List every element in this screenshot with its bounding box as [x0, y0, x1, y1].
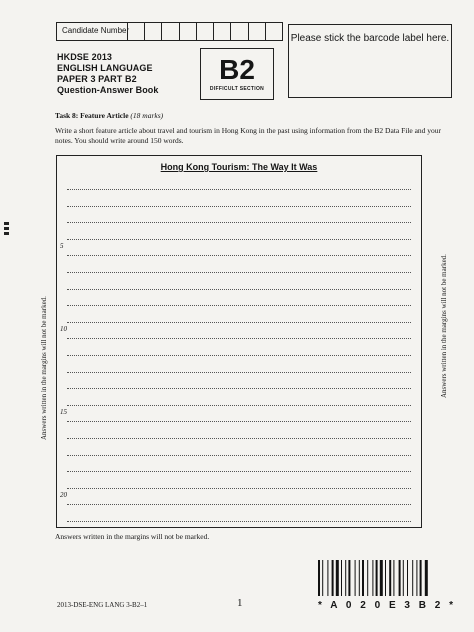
writing-line[interactable]: [67, 338, 411, 339]
task-instruction: Write a short feature article about travel and tourism in Hong Kong in the past using information from the B2 Data File and your notes. You should write around 150 words.: [55, 126, 442, 145]
writing-line[interactable]: [67, 322, 411, 323]
section-code: B2: [219, 54, 255, 85]
writing-line[interactable]: [67, 206, 411, 207]
task-title: Task 8: Feature Article: [55, 111, 129, 120]
barcode-bar: [322, 560, 323, 596]
subject-title: ENGLISH LANGUAGE: [57, 63, 153, 73]
page-number: 1: [237, 597, 243, 609]
paper-code: 2013-DSE-ENG LANG 3-B2–1: [57, 601, 148, 609]
exam-year: HKDSE 2013: [57, 52, 113, 62]
barcode-label-box: [288, 24, 452, 98]
barcode-bar: [355, 560, 356, 596]
answer-box[interactable]: [56, 155, 422, 528]
barcode-bar: [359, 560, 360, 596]
registration-mark: [4, 232, 9, 235]
writing-line[interactable]: [67, 272, 411, 273]
barcode-bar: [348, 560, 350, 596]
answer-title: Hong Kong Tourism: The Way It Was: [160, 162, 318, 172]
line-number-15: 15: [60, 408, 67, 416]
barcode-bar: [425, 560, 428, 596]
writing-line[interactable]: [67, 239, 411, 240]
writing-line[interactable]: [67, 222, 411, 223]
right-margin-notice: Answers written in the margins will not be marked.: [440, 254, 448, 398]
barcode-bar: [318, 560, 320, 596]
writing-line[interactable]: [67, 455, 411, 456]
line-number-20: 20: [60, 491, 67, 499]
writing-line[interactable]: [67, 421, 411, 422]
barcode-bar: [367, 560, 368, 596]
writing-line[interactable]: [67, 521, 411, 522]
writing-line[interactable]: [67, 189, 411, 190]
barcode-instruction: Please stick the barcode label here.: [290, 33, 450, 44]
barcode-bar: [412, 560, 413, 596]
writing-line[interactable]: [67, 471, 411, 472]
writing-line[interactable]: [67, 289, 411, 290]
barcode-bar: [345, 560, 346, 596]
line-number-10: 10: [60, 325, 67, 333]
left-margin-notice: Answers written in the margins will not be marked.: [40, 296, 48, 440]
writing-line[interactable]: [67, 255, 411, 256]
task-marks: (18 marks): [130, 111, 164, 120]
writing-line[interactable]: [67, 488, 411, 489]
barcode-bar: [420, 560, 422, 596]
writing-line[interactable]: [67, 355, 411, 356]
candidate-number-cells[interactable]: [127, 23, 282, 40]
book-title: Question-Answer Book: [57, 85, 159, 95]
barcode-bar: [327, 560, 328, 596]
registration-mark: [4, 222, 9, 225]
barcode-text: * A 0 2 0 E 3 B 2 *: [318, 600, 456, 611]
barcode-graphic: [318, 560, 454, 598]
section-box: [200, 48, 274, 100]
barcode-bar: [389, 560, 391, 596]
writing-line[interactable]: [67, 405, 411, 406]
barcode-bar: [385, 560, 386, 596]
barcode-bar: [341, 560, 342, 596]
barcode-bar: [336, 560, 339, 596]
line-number-5: 5: [60, 242, 64, 250]
barcode-bar: [380, 560, 383, 596]
barcode-bar: [362, 560, 364, 596]
writing-line[interactable]: [67, 372, 411, 373]
barcode-bar: [393, 560, 394, 596]
registration-mark: [4, 227, 9, 230]
writing-line[interactable]: [67, 388, 411, 389]
barcode-bar: [407, 560, 408, 596]
writing-line[interactable]: [67, 438, 411, 439]
section-label: DIFFICULT SECTION: [209, 86, 265, 92]
task-heading: [55, 111, 163, 120]
candidate-number-box[interactable]: [56, 22, 283, 41]
paper-title: PAPER 3 PART B2: [57, 74, 137, 84]
barcode-bar: [399, 560, 401, 596]
barcode-bar: [416, 560, 417, 596]
candidate-number-label: Candidate Number: [62, 26, 130, 35]
bottom-margin-notice: Answers written in the margins will not be marked.: [55, 532, 210, 541]
barcode-bar: [376, 560, 378, 596]
writing-line[interactable]: [67, 305, 411, 306]
writing-line[interactable]: [67, 504, 411, 505]
barcode-bar: [332, 560, 334, 596]
barcode-bar: [372, 560, 373, 596]
barcode-bar: [403, 560, 404, 596]
